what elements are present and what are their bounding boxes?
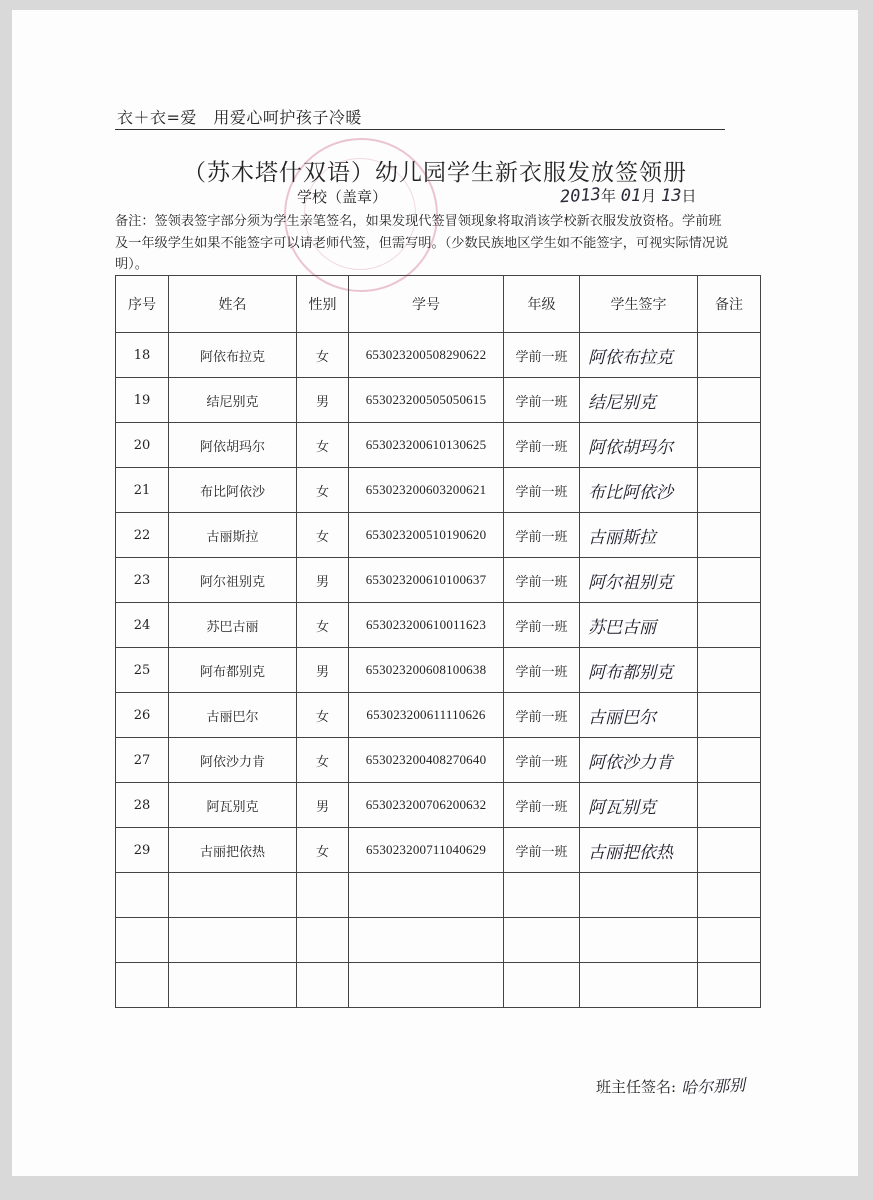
cell-name: 阿尔祖别克 [169,558,297,603]
cell-gender: 女 [297,333,349,378]
cell-grade: 学前一班 [504,738,580,783]
column-header-student-id: 学号 [349,276,504,333]
column-header-number: 序号 [116,276,169,333]
cell-student-id: 653023200603200621 [349,468,504,513]
cell-remark [698,783,761,828]
cell-grade [504,963,580,1008]
cell-name: 阿依沙力肯 [169,738,297,783]
cell-name: 古丽把依热 [169,828,297,873]
cell-student-id: 653023200610011623 [349,603,504,648]
cell-signature [580,963,698,1008]
cell-name [169,918,297,963]
cell-remark [698,918,761,963]
cell-number: 21 [116,468,169,513]
document-page [12,10,858,1176]
cell-student-id: 653023200505050615 [349,378,504,423]
cell-number: 29 [116,828,169,873]
cell-gender: 男 [297,378,349,423]
cell-remark [698,963,761,1008]
cell-name: 阿布都别克 [169,648,297,693]
cell-remark [698,693,761,738]
cell-number: 24 [116,603,169,648]
date-year: 2013 [559,184,602,208]
cell-grade: 学前一班 [504,648,580,693]
cell-remark [698,423,761,468]
cell-remark [698,828,761,873]
cell-grade: 学前一班 [504,828,580,873]
teacher-signature-label: 班主任签名: [596,1078,677,1096]
cell-student-id [349,963,504,1008]
document-title: （苏木塔什双语）幼儿园学生新衣服发放签领册 [183,160,687,186]
cell-gender [297,873,349,918]
cell-grade [504,918,580,963]
cell-name: 结尼别克 [169,378,297,423]
cell-student-id: 653023200508290622 [349,333,504,378]
cell-number: 22 [116,513,169,558]
cell-grade: 学前一班 [504,558,580,603]
cell-grade: 学前一班 [504,333,580,378]
cell-gender: 男 [297,558,349,603]
cell-signature: 阿依布拉克 [580,333,698,378]
cell-signature: 阿瓦别克 [580,783,698,828]
cell-student-id: 653023200608100638 [349,648,504,693]
cell-remark [698,468,761,513]
cell-signature [580,873,698,918]
table-row [116,648,761,693]
cell-grade: 学前一班 [504,378,580,423]
cell-name: 阿依胡玛尔 [169,423,297,468]
cell-name: 阿瓦别克 [169,783,297,828]
cell-student-id: 653023200510190620 [349,513,504,558]
cell-signature: 古丽巴尔 [580,693,698,738]
cell-number: 26 [116,693,169,738]
table-row [116,468,761,513]
cell-signature: 结尼别克 [580,378,698,423]
cell-number: 20 [116,423,169,468]
table-row [116,558,761,603]
column-header-grade: 年级 [504,276,580,333]
cell-number: 18 [116,333,169,378]
cell-remark [698,603,761,648]
cell-number: 25 [116,648,169,693]
cell-remark [698,648,761,693]
cell-signature: 古丽把依热 [580,828,698,873]
column-header-remark: 备注 [698,276,761,333]
cell-number [116,918,169,963]
cell-student-id: 653023200611110626 [349,693,504,738]
signature-table [115,275,761,1008]
cell-signature: 阿布都别克 [580,648,698,693]
cell-name [169,963,297,1008]
cell-grade: 学前一班 [504,783,580,828]
cell-name: 古丽斯拉 [169,513,297,558]
table-header-row [116,276,761,333]
date-day-char: 日 [681,187,697,205]
table-row [116,783,761,828]
cell-signature: 阿尔祖别克 [580,558,698,603]
cell-remark [698,333,761,378]
cell-gender: 女 [297,423,349,468]
cell-student-id: 653023200408270640 [349,738,504,783]
cell-gender: 女 [297,468,349,513]
cell-gender: 男 [297,783,349,828]
slogan-underline [115,129,725,130]
cell-number: 19 [116,378,169,423]
cell-student-id [349,918,504,963]
cell-gender: 男 [297,648,349,693]
cell-student-id: 653023200706200632 [349,783,504,828]
remarks-note: 备注：签领表签字部分须为学生亲笔签名，如果发现代签冒领现象将取消该学校新衣服发放资格。学前班及一年级学生如果不能签字可以请老师代签，但需写明。（少数民族地区学生如不能签字，可视实际情况说明）。 [115,214,729,272]
table-row [116,918,761,963]
table-row [116,513,761,558]
cell-number [116,873,169,918]
cell-signature [580,918,698,963]
cell-grade: 学前一班 [504,423,580,468]
cell-gender: 女 [297,603,349,648]
table-row [116,738,761,783]
handwritten-date [560,185,697,206]
table-row [116,828,761,873]
date-year-char: 年 [600,187,616,205]
school-seal-label: 学校（盖章） [297,188,388,206]
cell-grade [504,873,580,918]
cell-student-id: 653023200610130625 [349,423,504,468]
cell-name: 布比阿依沙 [169,468,297,513]
table-row [116,963,761,1008]
cell-number [116,963,169,1008]
cell-signature: 阿依胡玛尔 [580,423,698,468]
cell-number: 27 [116,738,169,783]
table-row [116,378,761,423]
cell-grade: 学前一班 [504,603,580,648]
cell-remark [698,738,761,783]
cell-student-id [349,873,504,918]
table-row [116,603,761,648]
cell-signature: 苏巴古丽 [580,603,698,648]
cell-number: 28 [116,783,169,828]
cell-name: 苏巴古丽 [169,603,297,648]
column-header-name: 姓名 [169,276,297,333]
cell-gender: 女 [297,513,349,558]
cell-student-id: 653023200711040629 [349,828,504,873]
column-header-gender: 性别 [297,276,349,333]
date-month-char: 月 [641,187,657,205]
cell-name [169,873,297,918]
slogan: 衣＋衣=爱 用爱心呵护孩子冷暖 [117,108,362,127]
table-row [116,873,761,918]
cell-gender: 女 [297,693,349,738]
cell-remark [698,873,761,918]
cell-remark [698,378,761,423]
table-row [116,333,761,378]
cell-gender [297,963,349,1008]
cell-grade: 学前一班 [504,693,580,738]
table-row [116,423,761,468]
date-month: 01 [620,186,642,206]
cell-name: 古丽巴尔 [169,693,297,738]
cell-name: 阿依布拉克 [169,333,297,378]
cell-signature: 布比阿依沙 [580,468,698,513]
cell-gender: 女 [297,738,349,783]
cell-grade: 学前一班 [504,468,580,513]
date-day: 13 [661,186,682,206]
cell-grade: 学前一班 [504,513,580,558]
cell-gender: 女 [297,828,349,873]
cell-student-id: 653023200610100637 [349,558,504,603]
cell-remark [698,558,761,603]
column-header-signature: 学生签字 [580,276,698,333]
cell-gender [297,918,349,963]
cell-remark [698,513,761,558]
cell-number: 23 [116,558,169,603]
table-row [116,693,761,738]
cell-signature: 古丽斯拉 [580,513,698,558]
cell-signature: 阿依沙力肯 [580,738,698,783]
teacher-signature-line [596,1074,745,1097]
teacher-signature: 哈尔那别 [680,1075,746,1098]
